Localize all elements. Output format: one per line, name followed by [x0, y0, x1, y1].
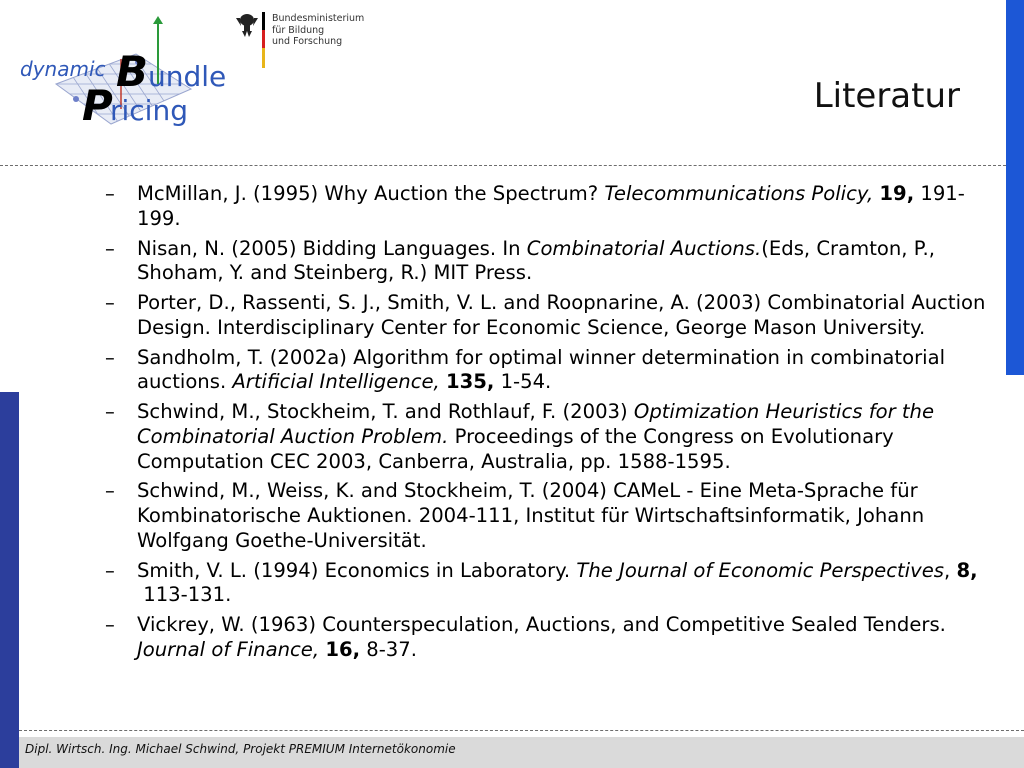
reference-volume: 19,	[879, 182, 915, 205]
logo-letter-p: P	[82, 81, 113, 130]
reference-text: Vickrey, W. (1963) Counterspeculation, Auctions, and Competitive Sealed Tenders.	[137, 613, 946, 637]
header-divider	[0, 165, 1006, 166]
logo-word-ricing: ricing	[110, 94, 188, 127]
reference-text: Schwind, M., Weiss, K. and Stockheim, T. (2004) CAMeL - Eine Meta-Sprache für Kombinatorische Auktionen. 2004-111, Institut für Wirtschaftsinformatik, Johann Wolfgang Goethe-Universität.	[137, 479, 925, 552]
reference-journal: Telecommunications Policy,	[604, 182, 874, 205]
reference-volume: 8,	[956, 558, 978, 582]
reference-text: Smith, V. L. (1994) Economics in Laboratory.	[137, 558, 577, 582]
reference-pages: 113-131.	[143, 583, 232, 607]
reference-item: – Schwind, M., Stockheim, T. and Rothlauf, F. (2003) Optimization Heuristics for the Combinatorial Auction Problem. Proceedings of the Congress on Evolutionary Computation CEC 2003, Canberra, Australia, pp. 1588-1595.	[105, 400, 935, 473]
logo-letter-b: B	[116, 47, 149, 96]
logo-word-dynamic: dynamic	[20, 57, 106, 81]
ministry-line-3: und Forschung	[272, 36, 343, 47]
reference-item: – Smith, V. L. (1994) Economics in Laboratory. The Journal of Economic Perspectives, 8, 113-131.	[105, 558, 978, 607]
ministry-line-2: für Bildung	[272, 24, 325, 36]
ministry-line-1: Bundesministerium	[272, 13, 365, 24]
reference-volume: 16,	[325, 637, 361, 661]
reference-separator: ,	[943, 558, 951, 582]
right-accent-bar	[1006, 0, 1024, 375]
reference-text: Porter, D., Rassenti, S. J., Smith, V. L. and Roopnarine, A. (2003) Combinatorial Auction Design. Interdisciplinary Center for Economic Science, George Mason University.	[137, 291, 986, 339]
reference-list	[105, 182, 1005, 668]
left-accent-bar	[0, 392, 19, 768]
reference-details: (Eds, Cramton, P., Shoham, Y. and Steinberg, R.) MIT Press.	[137, 236, 935, 285]
reference-journal: Artificial Intelligence,	[232, 370, 440, 394]
reference-details: Proceedings of the Congress on Evolutionary Computation CEC 2003, Canberra, Australia, pp. 1588-1595.	[137, 424, 894, 473]
reference-journal: Journal of Finance,	[137, 637, 320, 661]
reference-pages: 8-37.	[366, 637, 417, 661]
reference-text: Schwind, M., Stockheim, T. and Rothlauf, F. (2003)	[137, 400, 634, 424]
reference-journal: The Journal of Economic Perspectives	[576, 558, 944, 582]
ministry-name	[272, 13, 364, 48]
reference-pages: 191-199.	[137, 182, 965, 230]
reference-pages: 1-54.	[500, 370, 552, 394]
reference-item: – Schwind, M., Weiss, K. and Stockheim, T. (2004) CAMeL - Eine Meta-Sprache für Kombinatorische Auktionen. 2004-111, Institut für Wirtschaftsinformatik, Johann Wolfgang Goethe-Universität.	[105, 479, 925, 552]
reference-book: Combinatorial Auctions.	[526, 236, 762, 260]
reference-volume: 135,	[446, 370, 495, 394]
reference-item: – Porter, D., Rassenti, S. J., Smith, V. L. and Roopnarine, A. (2003) Combinatorial Auction Design. Interdisciplinary Center for Economic Science, George Mason University.	[105, 291, 986, 339]
reference-item: – Nisan, N. (2005) Bidding Languages. In Combinatorial Auctions.(Eds, Cramton, P., Shoham, Y. and Steinberg, R.) MIT Press.	[105, 236, 935, 285]
reference-text: Nisan, N. (2005) Bidding Languages. In	[137, 236, 527, 260]
dynamic-bundle-pricing-logo	[16, 14, 248, 132]
reference-text: McMillan, J. (1995) Why Auction the Spectrum?	[137, 182, 605, 205]
logo-word-undle: undle	[148, 60, 227, 93]
reference-item: – Sandholm, T. (2002a) Algorithm for optimal winner determination in combinatorial auctions. Artificial Intelligence, 135, 1-54.	[105, 345, 946, 394]
reference-item: – McMillan, J. (1995) Why Auction the Spectrum? Telecommunications Policy, 19, 191-199.	[105, 182, 965, 230]
footer-divider	[19, 730, 1024, 731]
footer-author: Dipl. Wirtsch. Ing. Michael Schwind, Projekt PREMIUM Internetökonomie	[25, 742, 456, 756]
reference-item: – Vickrey, W. (1963) Counterspeculation, Auctions, and Competitive Sealed Tenders. Journal of Finance, 16, 8-37.	[105, 613, 946, 661]
reference-text: Sandholm, T. (2002a) Algorithm for optimal winner determination in combinatorial auctions.	[137, 345, 946, 394]
reference-title: Optimization Heuristics for the Combinatorial Auction Problem.	[137, 400, 935, 448]
page-title: Literatur	[813, 76, 960, 116]
